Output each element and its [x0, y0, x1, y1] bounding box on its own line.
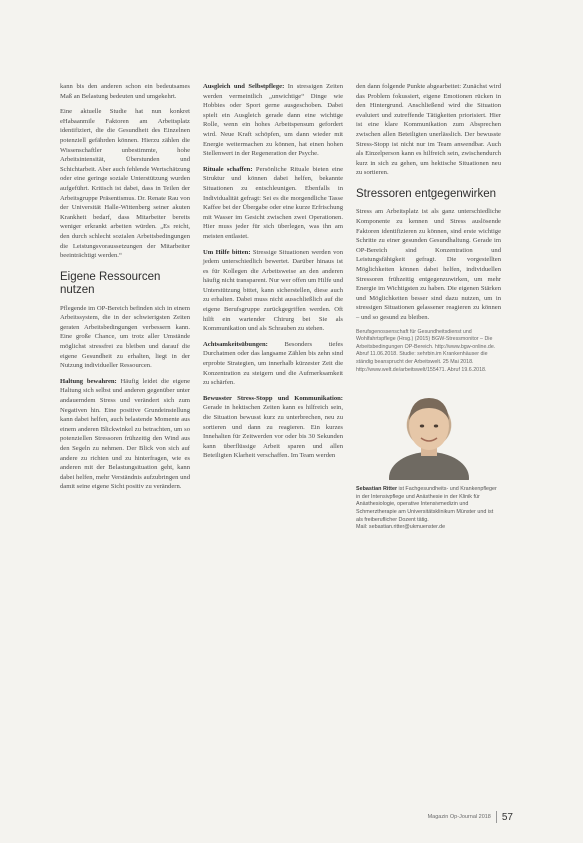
paragraph [203, 165, 343, 242]
paragraph [203, 248, 343, 334]
paragraph: Pflegende im OP-Bereich befinden sich in einem Arbeitssystem, die in der schwierigsten Zeiten geraten Arbeitsbedingungen verbessern kann. Eine große Chance, um trotz aller Umstände möglichst stressfrei zu bleiben und darauf die eigene Gesundheit zu erhalten, liegt in der Nutzung individueller Ressourcen. [60, 304, 190, 370]
paragraph-lead: Um Hilfe bitten: [203, 248, 251, 256]
author-portrait-icon [381, 380, 477, 480]
text-column-1 [60, 82, 190, 498]
paragraph-body: Stressige Situationen werden von jedem unterschiedlich bewertet. Darüber hinaus ist es für Kollegen die Arbeitsweise an den anderen häufig nicht transparent. Nur wer offen um Hilfe und Unterstützung bittet, kann sicherstellen, diese auch zu erhalten. Dabei muss nicht ausschließlich auf die eigene Berufsgruppe zurückgegriffen werden. Oft hilft ein wartender Chirurg bei Sie als Kommunikation und als Schrauben zu stehen. [203, 248, 344, 333]
paragraph-body: In stressigen Zeiten werden vermeintlich „unwichtige“ Dinge wie Hobbies oder Sport gerne ausgeschoben. Dabei spielt ein Ausgleich gerade dann eine wichtige Rolle, wenn ein hohes Arbeitspensum gefordert wird. Neue Kraft schöpfen, um dann wieder mit Energie weitermachen zu können, hat einen hohen Stellenwert in der Regeneration der Psyche. [203, 83, 344, 158]
paragraph-body: Häufig leidet die eigene Haltung sich selbst und anderen gegenüber unter andauerndem Stress und verändert sich zum Negativen hin. Eine positive Grundeinstellung kann dabei helfen, auch belastende Momente aus einem anderen Blickwinkel zu betrachten, um so potenziellen Stressoren frühzeitig den Wind aus den Segeln zu nehmen. Der Blick von sich auf andere zu richten und zu hinterfragen, wie es anderen mit der Belastungsituation geht, kann dabei helfen, mehr Verständnis aufzubringen und damit seine eigene Sicht positiv zu verändern. [60, 377, 191, 491]
author-name: Sebastian Ritter [356, 486, 398, 493]
text-column-3 [356, 82, 501, 532]
paragraph-lead: Haltung bewahren: [60, 377, 117, 385]
text-column-2 [203, 82, 343, 467]
author-contact: Mail: sebastian.ritter@ukmuenster.de [356, 524, 446, 531]
section-heading: Eigene Ressourcen nutzen [60, 270, 161, 297]
author-photo [381, 380, 477, 480]
paragraph-lead: Ausgleich und Selbstpflege: [203, 83, 285, 90]
author-description: ist Fachgesundheits- und Krankenpfleger in der Intensivpflege und Anästhesie in der Klinik für Anästhesiologie, operative Intensivmedizin und Schmerztherapie am Universitätsklinikum Münster und ist als freiberuflicher Dozent tätig. [356, 486, 497, 523]
author-bio [356, 486, 501, 532]
paragraph-body: Gerade in hektischen Zeiten kann es hilfreich sein, die Situation bewusst kurz zu unterbrechen, neu zu sortieren und dann zu reagieren. Ein kurzes Innehalten für Zeitwerden vor oder bis 30 Sekunden kann überflüssige Arbeit sparen und allen Beteiligten Klarheit verschaffen. Im Team werden [203, 404, 343, 460]
references: Berufsgenossenschaft für Gesundheitsdienst und Wohlfahrtspflege (Hrsg.) (2015) BGW-Stressmonitor – Die Arbeitsbedingungen OP-Bereich. http://www.bgw-online.de. Abruf 11.06.2018. Studie: sehrbin.im Krankenhäuser die ständig beansprucht der Arbeitswelt. 25 Mai 2018. http://www.welt.de/arbeitswelt/155471. Abruf 19.6.2018. [356, 328, 496, 373]
page-number: 57 [501, 811, 513, 823]
magazine-name: Magazin Op-Journal 2018 [427, 814, 491, 820]
paragraph [203, 394, 343, 461]
paragraph [60, 377, 190, 492]
paragraph-lead: Bewusster Stress-Stopp und Kommunikation: [203, 394, 343, 402]
paragraph: den dann folgende Punkte abgearbeitet: Zunächst wird das Problem fokussiert, eigene Emotionen rücken in den Hintergrund. Anschließend wird die Situation evaluiert und zutreffende Tätigkeiten priorisiert. Hier ist eine klare Kommunikation zum Absprechen zwischen allen Beteiligten unerlässlich. Der bewusste Stress-Stopp ist nicht nur im Team anwendbar. Auch als Einzelperson kann es hilfreich sein, zwischendurch kurz in sich zu gehen, um hektische Situationen neu zu sortieren. [356, 83, 501, 177]
paragraph-body: Besonders tiefes Durchatmen oder das langsame Zählen bis zehn sind erprobte Strategien, um innerhalb kürzester Zeit die Konzentration zu steigern und die Aufmerksamkeit zu schärfen. [203, 340, 343, 387]
paragraph: Stress am Arbeitsplatz ist als ganz unterschiedliche Komponente zu kennen und Stress auslösende Faktoren identifizieren zu können, sind erste wichtige Schritte zu einer gesunden Gesundhaltung. Gerade im OP-Bereich sind Konzentration und Leistungsfähigkeit gefragt. Die vorgestellten Möglichkeiten können dabei helfen, individuellen Stressoren frühzeitig entgegenzuwirken, um mehr Energie im Wichtigsten zu haben. Die eigenen Stärken und Möglichkeiten besser sind dazu nutzen, um in stressigen Situationen gelassener reagieren zu können – und so gesund zu bleiben. [356, 208, 501, 321]
paragraph: Eine aktuelle Studie hat nun konkret eHabaanmile Faktoren am Arbeitsplatz identifiziert, die die Gesundheit des Einzelnen potenziell gefährden können. Hierzu zählen die Wissenschaftler unbestimmte, hohe Arbeitsintensität, Überstunden und Schichtarbeit. Aber auch fehlende Wertschätzung oder eine geringe soziale Unterstützung wurden aufgeführt. Kritisch ist dabei, dass in Teilen der Arbeitsgruppe Präsentismus. Dr. Renate Rau von der Universität Halle-Wittenberg seiner akuten Krankheit bedarf, dass Mitarbeiter bereits weniger erkrankt arbeiten würden. „Es reicht, den durch schlecht sozialen Arbeitsbedingungen die Leistungsvoraussetzungen der Mitarbeiter beeinträchtigt werden.“ [60, 108, 190, 260]
footer-divider [496, 811, 497, 823]
paragraph [203, 340, 343, 388]
paragraph-lead: Achtsamkeitsübungen: [203, 340, 268, 348]
paragraph-body: Persönliche Rituale bieten eine Struktur und können dabei helfen, bekannte Situationen zu entschleunigen. Ebenfalls in Individualität gefragt: Sei es die morgendliche Tasse Kaffee bei der Übergabe oder eine kurze Erfrischung mit Wasser im Gesicht zwischen zwei Operationen. Hier muss jeder für sich überlegen, was ihn am meisten entlastet. [203, 165, 343, 240]
paragraph: kann bis den anderen schon ein bedeutsames Maß an Belastung bedeuten und umgekehrt. [60, 83, 190, 100]
page-footer [428, 811, 513, 823]
paragraph [203, 82, 343, 159]
section-heading: Stressoren entgegenwirken [356, 187, 496, 200]
paragraph-lead: Rituale schaffen: [203, 165, 253, 173]
